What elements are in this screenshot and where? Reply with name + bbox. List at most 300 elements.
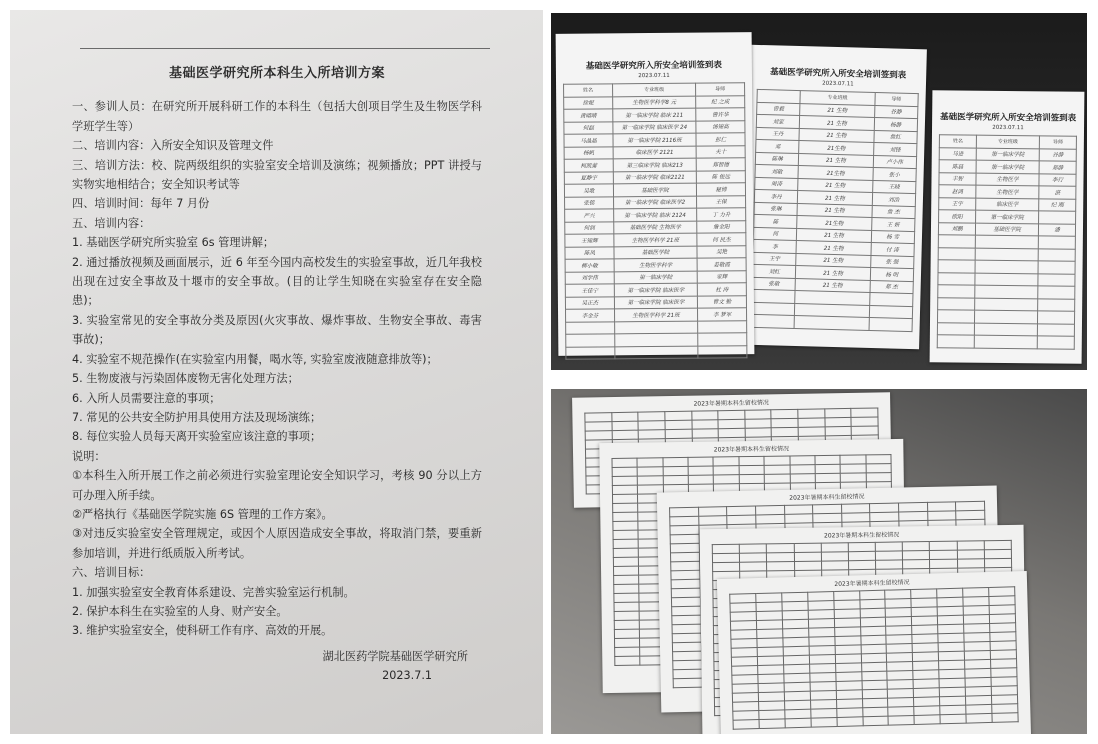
signin-cell-empty <box>938 247 975 260</box>
signin-cell: 李金芬 <box>566 309 615 322</box>
intern-cell <box>825 426 852 435</box>
signin-cell: 21生物 <box>797 216 871 230</box>
intern-cell <box>638 421 665 430</box>
signin-cell: 李行 <box>1039 173 1076 186</box>
intern-cell <box>875 542 902 551</box>
signin-cell-empty <box>1038 261 1075 274</box>
signin-cell: 邓 <box>756 139 800 153</box>
intern-sheet-title: 2023年暑期本科生留校情况 <box>789 493 865 502</box>
signin-cell: 陈琳 <box>755 152 799 166</box>
intern-cell <box>615 656 640 665</box>
plan-date: 2023.7.1 <box>382 669 432 683</box>
intern-cell <box>745 419 772 428</box>
intern-cell <box>984 549 1011 558</box>
signin-cell: 谷静 <box>874 105 918 119</box>
signin-cell: 杨 明 <box>870 267 914 281</box>
signin-header-cell <box>757 89 801 103</box>
signin-cell-empty <box>1037 311 1074 324</box>
signin-cell: 马进 <box>939 147 976 160</box>
signin-table <box>751 89 919 332</box>
intern-cell <box>798 409 825 418</box>
intern-sheet-title: 2023年暑期本科生留校情况 <box>713 445 790 454</box>
signin-cell: 汤锦高 <box>696 120 745 133</box>
intern-cell <box>614 593 639 602</box>
plan-signature: 湖北医药学院基础医学研究所 <box>322 649 468 663</box>
intern-cell <box>638 476 663 485</box>
signin-cell: 王宇 <box>939 197 976 210</box>
signin-cell: 第一临床学院 临床医学 24 <box>613 121 696 134</box>
signin-sheet-back <box>930 90 1085 364</box>
signin-sheet-front <box>556 32 755 356</box>
intern-cell <box>767 543 794 552</box>
signin-cell: 第一临床学院 临床 211 <box>613 108 696 121</box>
intern-cell <box>718 428 745 437</box>
intern-cell <box>930 550 957 559</box>
signin-cell: 曹文 勤 <box>697 295 746 308</box>
intern-cell <box>612 476 637 485</box>
intern-cell <box>613 530 638 539</box>
signin-cell: 21 生物 <box>798 191 872 205</box>
intern-cell <box>688 457 713 466</box>
signin-cell: 21 生物 <box>797 228 871 242</box>
intern-cell <box>815 464 840 473</box>
signin-cell-empty <box>1038 248 1075 261</box>
intern-cell <box>613 521 638 530</box>
signin-cell: 生物医学 <box>976 185 1039 198</box>
signin-row-empty <box>566 345 747 359</box>
signin-cell: 王丹 <box>756 127 800 141</box>
training-plan-document <box>72 58 482 686</box>
signin-cell: 黄晴晴 <box>564 109 613 122</box>
plan-line: 4. 实验室不规范操作(在实验室内用餐，喝水等, 实验室废液随意排放等)； <box>72 352 438 366</box>
intern-cell <box>740 562 767 571</box>
intern-cell <box>992 713 1018 723</box>
signin-cell: 21生物 <box>798 166 872 180</box>
signin-cell: 詹红 <box>873 130 917 144</box>
signin-cell-empty <box>975 298 1038 311</box>
signin-cell: 第一临床学院 <box>976 160 1039 173</box>
intern-cell <box>821 552 848 561</box>
intern-sheet <box>717 571 1031 734</box>
intern-cell <box>714 475 739 484</box>
signin-cell: 王 妍 <box>871 217 915 231</box>
signin-cell: 李 <box>753 239 797 253</box>
signin-header-cell: 姓名 <box>564 84 613 97</box>
intern-cell <box>613 503 638 512</box>
intern-cell <box>848 542 875 551</box>
signin-cell-empty <box>938 235 975 248</box>
intern-cell <box>790 474 815 483</box>
intern-cell <box>785 718 811 728</box>
signin-row-empty <box>937 335 1074 349</box>
signin-cell: 刘敏 <box>755 164 799 178</box>
signin-cell-empty <box>937 322 974 335</box>
signin-cell: 第一临床学院 临床医学2 <box>613 196 696 209</box>
signin-cell: 杨帆 <box>564 146 613 159</box>
intern-cell <box>613 548 638 557</box>
intern-cell <box>759 719 785 729</box>
signin-cell-empty <box>974 323 1037 336</box>
signin-sheet-title: 基础医学研究所入所安全培训签到表 <box>940 112 1077 124</box>
intern-cell <box>612 485 637 494</box>
signin-cell: 王锦辉 <box>565 234 614 247</box>
plan-title: 基础医学研究所本科生入所培训方案 <box>168 66 385 81</box>
intern-cell <box>691 411 718 420</box>
signin-header-cell: 导师 <box>874 93 918 107</box>
signin-cell-empty <box>975 248 1038 261</box>
signin-cell: 21 生物 <box>799 153 873 167</box>
signin-cell: 第一临床学院 临床医学 <box>614 296 697 309</box>
intern-cell <box>825 417 852 426</box>
signin-cell-empty <box>938 272 975 285</box>
signin-cell: 郑智德 <box>696 158 745 171</box>
plan-body <box>72 97 482 640</box>
signin-cell: 严兴 <box>565 209 614 222</box>
signin-cell <box>1039 211 1076 224</box>
plan-line: 7. 常见的公共安全防护用具使用方法及现场演练； <box>72 410 322 424</box>
signin-header-cell: 专业班级 <box>800 91 874 105</box>
intern-status-photo <box>551 389 1087 734</box>
intern-sheet-title: 2023年暑期本科生留校情况 <box>823 531 900 540</box>
signin-cell: 湛 <box>1039 186 1076 199</box>
plan-line: 3. 实验室常见的安全事故分类及原因(火灾事故、爆炸事故、生物安全事故、毒害事故)； <box>72 313 482 347</box>
signin-cell-empty <box>1038 298 1075 311</box>
signin-cell: 陈晨 <box>939 160 976 173</box>
intern-cell <box>665 420 692 429</box>
signin-cell-empty <box>938 260 975 273</box>
signin-header-cell: 专业班级 <box>612 83 695 96</box>
signin-cell: 何润 <box>565 221 614 234</box>
intern-cell <box>771 409 798 418</box>
signin-sheets-photo <box>551 13 1087 370</box>
intern-cell <box>875 551 902 560</box>
signin-cell-empty <box>1038 236 1075 249</box>
intern-cell <box>613 557 638 566</box>
signin-cell: 基础医学院 <box>613 183 696 196</box>
plan-line: 5. 生物废液与污染固体废物无害化处理方法； <box>72 372 299 386</box>
signin-cell-empty <box>1037 323 1074 336</box>
intern-cell <box>718 419 745 428</box>
intern-cell <box>614 638 639 647</box>
plan-line: ③对违反实验室安全管理规定，或因个人原因造成安全事故，将取消门禁，要重新参加培训，并进行纸质版入所考试。 <box>72 527 482 560</box>
signin-cell-empty <box>937 335 974 348</box>
signin-cell: 陈 <box>754 214 798 228</box>
intern-cell <box>957 541 984 550</box>
signin-cell-empty <box>975 260 1038 273</box>
intern-cell <box>815 455 840 464</box>
intern-cell <box>614 620 639 629</box>
signin-cell: 张铭 <box>565 196 614 209</box>
signin-sheet-title: 基础医学研究所入所安全培训签到表 <box>770 67 907 81</box>
plan-line: 6. 入所人员需要注意的事项； <box>72 391 221 405</box>
intern-cell <box>637 467 662 476</box>
plan-line: 2. 通过播放视频及画面展示，近 6 年至今国内高校发生的实验室事故，近几年我校出现在过安全事故及十堰市的安全事故。(目的让学生知晓在实验室存在安全隐患)； <box>72 255 482 308</box>
intern-cell <box>957 550 984 559</box>
intern-cell <box>745 428 772 437</box>
signin-cell-empty <box>566 334 615 347</box>
signin-cell: 何 <box>753 227 797 241</box>
plan-line: 三、培训方法：校、院两级组织的实验室安全培训及演练；视频播放；PPT 讲授与实物实地相结合；安全知识考试等 <box>72 158 482 192</box>
signin-cell: 基础医学院 生物医学 <box>614 221 697 234</box>
signin-cell: 王晓 <box>872 180 916 194</box>
signin-header-cell: 导师 <box>1039 136 1076 149</box>
intern-cell <box>840 473 865 482</box>
intern-cell <box>613 539 638 548</box>
signin-cell: 赵鸿 <box>939 185 976 198</box>
intern-cell <box>663 457 688 466</box>
signin-cell: 刘鹏 <box>938 222 975 235</box>
intern-cell <box>615 647 640 656</box>
signin-cell: 马晶晶 <box>564 134 613 147</box>
intern-cell <box>851 426 878 435</box>
signin-cell-empty <box>974 310 1037 323</box>
signin-cell: 第一临床学院 <box>976 210 1039 223</box>
intern-cell <box>984 558 1011 567</box>
signin-cell: 柳小敏 <box>565 259 614 272</box>
intern-cell <box>848 551 875 560</box>
signin-cell: 詹 杰 <box>871 205 915 219</box>
intern-cell <box>739 474 764 483</box>
signin-cell: 詹金阳 <box>697 220 746 233</box>
intern-cell <box>914 715 940 725</box>
signin-cell: 生物医学科学8 元 <box>613 96 696 109</box>
intern-cell <box>712 553 739 562</box>
signin-cell: 第一临床学院 2116班 <box>613 133 696 146</box>
intern-cell <box>614 602 639 611</box>
intern-cell <box>790 465 815 474</box>
signin-cell-empty <box>1038 286 1075 299</box>
intern-cell <box>798 427 825 436</box>
intern-cell <box>789 456 814 465</box>
plan-line: 3. 维护实验室安全，使科研工作有序、高效的开展。 <box>72 624 333 638</box>
signin-cell-empty <box>751 302 795 316</box>
signin-cell: 付 涛 <box>871 242 915 256</box>
signin-cell-empty <box>795 315 869 329</box>
signin-cell: 刘红 <box>752 264 796 278</box>
signin-cell: 姜敬霞 <box>697 258 746 271</box>
signin-cell: 杜 涛 <box>697 283 746 296</box>
intern-cell <box>930 541 957 550</box>
signin-cell: 吴歌 <box>564 184 613 197</box>
training-plan-photo <box>10 10 543 734</box>
intern-cell <box>614 611 639 620</box>
intern-cell <box>771 427 798 436</box>
signin-cell: 柯凯蕾 <box>564 159 613 172</box>
intern-cell <box>851 408 878 417</box>
signin-cell: 夏静宇 <box>564 171 613 184</box>
plan-line: 1. 基础医学研究所实验室 6s 管理讲解； <box>72 236 275 250</box>
signin-sheet-date: 2023.07.11 <box>638 72 670 80</box>
intern-cell <box>837 717 863 727</box>
signin-cell: 张 强 <box>870 255 914 269</box>
intern-cell <box>824 408 851 417</box>
signin-cell: 丰智 <box>939 172 976 185</box>
intern-cell <box>794 543 821 552</box>
intern-cell <box>688 466 713 475</box>
intern-cell <box>866 455 892 464</box>
intern-cell <box>613 566 638 575</box>
intern-cell <box>739 465 764 474</box>
signin-header-cell: 导师 <box>696 83 745 96</box>
signin-cell: 彭仁 <box>696 133 745 146</box>
intern-cell <box>665 429 692 438</box>
signin-cell: 曾毅 <box>757 102 801 116</box>
signin-sheet-middle <box>743 45 927 350</box>
plan-line: ②严格执行《基础医学院实施 6S 管理的工作方案》。 <box>72 507 333 521</box>
signin-cell: 郑 杰 <box>870 280 914 294</box>
signin-cell: 杨 雪 <box>871 230 915 244</box>
intern-cell <box>612 494 637 503</box>
signin-cell: 基础医学院 <box>975 223 1038 236</box>
intern-cell <box>585 413 612 422</box>
intern-cell <box>902 542 929 551</box>
intern-cell <box>614 629 639 638</box>
intern-cell <box>876 560 903 569</box>
intern-cell <box>888 715 914 725</box>
signin-cell: 欧阳 <box>939 210 976 223</box>
plan-line: ①本科生入所开展工作之前必须进行实验室理论安全知识学习，考核 90 分以上方可办理入所手续。 <box>72 469 482 502</box>
signin-cell: 第一临床学院 临床 2124 <box>613 208 696 221</box>
signin-cell-empty <box>698 333 747 346</box>
signin-cell: 刘家 <box>756 114 800 128</box>
intern-cell <box>840 455 865 464</box>
signin-cell-empty <box>566 346 615 359</box>
intern-cell <box>966 713 992 723</box>
plan-line: 1. 加强实验室安全教育体系建设、完善实验室运行机制。 <box>72 585 355 599</box>
signin-cell: 李 梦军 <box>698 308 747 321</box>
intern-cell <box>739 544 766 553</box>
signin-cell: 陈 俊远 <box>696 170 745 183</box>
signin-sheet-date: 2023.07.11 <box>992 124 1024 132</box>
signin-cell: 21生物 <box>799 141 873 155</box>
intern-cell <box>851 417 878 426</box>
plan-line: 二、培训内容：入所安全知识及管理文件 <box>72 139 274 153</box>
intern-cell <box>613 512 638 521</box>
signin-cell: 第一临床学院 <box>614 271 697 284</box>
intern-cell <box>771 418 798 427</box>
intern-table <box>729 586 1018 729</box>
intern-cell <box>714 466 739 475</box>
signin-cell: 吴正杰 <box>565 296 614 309</box>
intern-cell <box>614 575 639 584</box>
signin-header-cell: 专业班级 <box>976 135 1039 148</box>
signin-cell: 21 生物 <box>796 266 870 280</box>
signin-cell-empty <box>1038 273 1075 286</box>
signin-cell-empty <box>614 321 697 334</box>
intern-cell <box>585 422 612 431</box>
signin-cell: 第一临床学院 <box>976 148 1039 161</box>
intern-cell <box>673 678 702 688</box>
signin-cell: 生物医学科学 <box>614 258 697 271</box>
intern-cell <box>798 418 825 427</box>
intern-cell <box>614 584 639 593</box>
intern-cell <box>638 412 665 421</box>
intern-cell <box>903 551 930 560</box>
signin-cell-empty <box>869 317 913 331</box>
intern-cell <box>612 421 639 430</box>
plan-line: 一、参训人员：在研究所开展科研工作的本科生（包括大创项目学生及生物医学科学班学生等） <box>72 100 482 133</box>
intern-cell <box>984 540 1011 549</box>
signin-cell: 丁 力升 <box>697 208 746 221</box>
signin-cell-empty <box>1037 336 1074 349</box>
signin-cell-empty <box>938 285 975 298</box>
signin-cell: 纪 刚 <box>1039 198 1076 211</box>
signin-cell: 张琳 <box>754 202 798 216</box>
intern-cell <box>811 717 837 727</box>
signin-cell: 刘浩 <box>872 192 916 206</box>
intern-cell <box>665 411 692 420</box>
signin-header-cell: 姓名 <box>939 135 976 148</box>
intern-cell <box>637 458 662 467</box>
intern-cell <box>866 464 892 473</box>
intern-cell <box>692 429 719 438</box>
signin-cell: 21 生物 <box>800 116 874 130</box>
intern-cell <box>611 412 638 421</box>
intern-cell <box>713 562 740 571</box>
top-rule <box>80 48 490 49</box>
intern-cell <box>585 431 612 440</box>
signin-cell: 郑静 <box>1039 161 1076 174</box>
signin-cell: 第三临床学院 临床213 <box>613 158 696 171</box>
signin-cell: 刘锋 <box>873 142 917 156</box>
intern-cell <box>740 553 767 562</box>
signin-cell: 周涛 <box>755 177 799 191</box>
signin-cell: 张小 <box>872 167 916 181</box>
plan-line: 说明： <box>72 449 106 463</box>
intern-cell <box>930 559 957 568</box>
plan-line: 五、培训内容： <box>72 216 151 230</box>
signin-cell: 纪 之成 <box>696 95 745 108</box>
intern-cell <box>848 560 875 569</box>
intern-cell <box>612 458 637 467</box>
intern-cell <box>863 716 889 726</box>
signin-cell-empty <box>751 314 795 328</box>
intern-cell <box>713 457 738 466</box>
signin-cell-empty <box>752 289 796 303</box>
signin-cell: 谷静 <box>1039 148 1076 161</box>
signin-cell: 何 民杰 <box>697 233 746 246</box>
intern-sheet-title: 2023年暑期本科生留校情况 <box>834 579 910 589</box>
intern-cell <box>821 561 848 570</box>
intern-cell <box>821 543 848 552</box>
signin-cell-empty <box>938 297 975 310</box>
signin-cell-empty <box>869 292 913 306</box>
intern-cell <box>712 544 739 553</box>
intern-cell <box>691 420 718 429</box>
signin-table <box>563 82 747 360</box>
intern-cell <box>866 473 892 482</box>
plan-line: 四、培训时间：每年 7 月份 <box>72 197 210 211</box>
signin-cell: 第一临床学院 临床2121 <box>613 171 696 184</box>
signin-cell: 21 生物 <box>796 241 870 255</box>
signin-cell-empty <box>869 305 913 319</box>
signin-cell: 张敏 <box>752 277 796 291</box>
signin-cell: 21 生物 <box>797 203 871 217</box>
signin-sheet-title: 基础医学研究所入所安全培训签到表 <box>585 60 722 72</box>
signin-cell-empty <box>974 335 1037 348</box>
intern-cell <box>688 475 713 484</box>
signin-cell: 第一临床学院 临床医学 <box>614 283 697 296</box>
signin-cell: 何磊 <box>564 121 613 134</box>
signin-sheet-date: 2023.07.11 <box>822 80 854 88</box>
signin-cell-empty <box>937 310 974 323</box>
signin-table <box>937 134 1077 349</box>
intern-cell <box>638 430 665 439</box>
signin-cell: 徐妮 <box>564 96 613 109</box>
signin-cell: 生物医学 <box>976 173 1039 186</box>
signin-cell: 基础医学院 <box>614 246 697 259</box>
intern-cell <box>794 552 821 561</box>
